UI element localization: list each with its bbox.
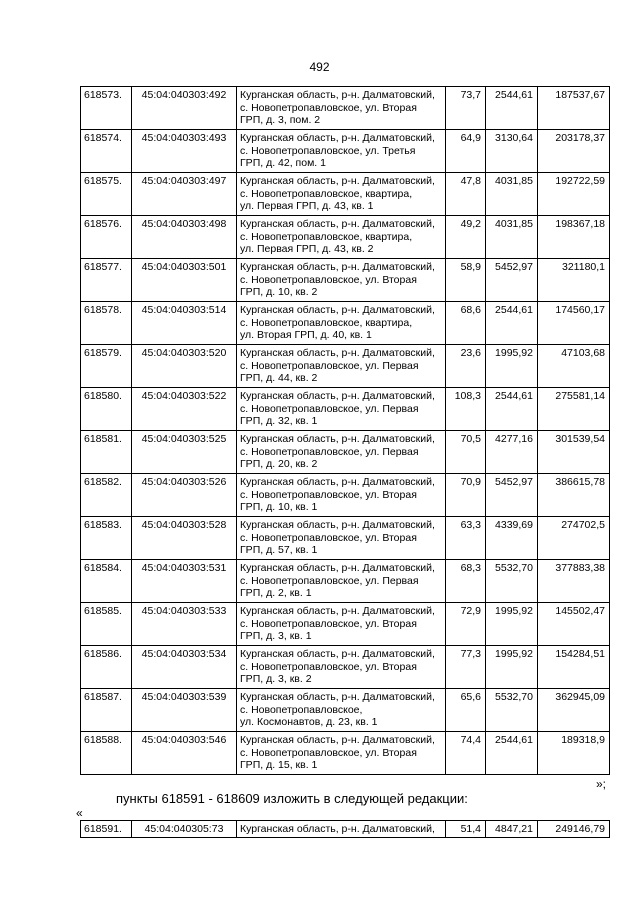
- row-number-cell: 618577.: [81, 259, 132, 302]
- address-cell: [237, 821, 446, 838]
- unit-price-cell: 5532,70: [486, 560, 538, 603]
- total-value-cell: 174560,17: [538, 302, 610, 345]
- table-row: [81, 259, 610, 302]
- unit-price-cell: 5532,70: [486, 689, 538, 732]
- address-cell: [237, 388, 446, 431]
- address-cell: [237, 474, 446, 517]
- table-row: [81, 517, 610, 560]
- address-cell: [237, 345, 446, 388]
- row-number-cell: 618581.: [81, 431, 132, 474]
- address-line: ГРП, д. 44, кв. 2: [240, 372, 318, 384]
- unit-price-cell: 2544,61: [486, 302, 538, 345]
- address-cell: [237, 517, 446, 560]
- total-value-cell: 275581,14: [538, 388, 610, 431]
- address-line: Курганская область, р-н. Далматовский,: [240, 218, 435, 230]
- address-line: Курганская область, р-н. Далматовский,: [240, 734, 435, 746]
- row-number-cell: 618585.: [81, 603, 132, 646]
- address-line: ГРП, д. 32, кв. 1: [240, 415, 318, 427]
- cadastral-number-cell: 45:04:040303:533: [132, 603, 237, 646]
- table-row: [81, 560, 610, 603]
- address-line: Курганская область, р-н. Далматовский,: [240, 823, 435, 835]
- table-row: [81, 431, 610, 474]
- address-cell: [237, 130, 446, 173]
- address-line: Курганская область, р-н. Далматовский,: [240, 476, 435, 488]
- address-line: Курганская область, р-н. Далматовский,: [240, 89, 435, 101]
- row-number-cell: 618573.: [81, 87, 132, 130]
- area-cell: 70,5: [446, 431, 486, 474]
- row-number-cell: 618586.: [81, 646, 132, 689]
- address-cell: [237, 259, 446, 302]
- total-value-cell: 198367,18: [538, 216, 610, 259]
- total-value-cell: 377883,38: [538, 560, 610, 603]
- cadastral-number-cell: 45:04:040303:525: [132, 431, 237, 474]
- row-number-cell: 618588.: [81, 732, 132, 775]
- row-number-cell: 618576.: [81, 216, 132, 259]
- area-cell: 51,4: [446, 821, 486, 838]
- address-line: ул. Космонавтов, д. 23, кв. 1: [240, 716, 378, 728]
- opening-quote: «: [76, 806, 83, 820]
- unit-price-cell: 2544,61: [486, 732, 538, 775]
- address-line: Курганская область, р-н. Далматовский,: [240, 691, 435, 703]
- row-number-cell: 618574.: [81, 130, 132, 173]
- table-row: [81, 87, 610, 130]
- unit-price-cell: 5452,97: [486, 259, 538, 302]
- total-value-cell: 203178,37: [538, 130, 610, 173]
- unit-price-cell: 3130,64: [486, 130, 538, 173]
- table-row: [81, 216, 610, 259]
- cadastral-number-cell: 45:04:040303:546: [132, 732, 237, 775]
- row-number-cell: 618579.: [81, 345, 132, 388]
- area-cell: 72,9: [446, 603, 486, 646]
- address-line: Курганская область, р-н. Далматовский,: [240, 132, 435, 144]
- address-line: с. Новопетропавловское, ул. Первая: [240, 402, 419, 415]
- total-value-cell: 274702,5: [538, 517, 610, 560]
- address-line: ул. Вторая ГРП, д. 40, кв. 1: [240, 329, 372, 341]
- cadastral-number-cell: 45:04:040303:534: [132, 646, 237, 689]
- unit-price-cell: 4031,85: [486, 216, 538, 259]
- amendment-instruction: пункты 618591 - 618609 изложить в следующей редакции:: [116, 791, 468, 806]
- cadastral-number-cell: 45:04:040303:501: [132, 259, 237, 302]
- row-number-cell: 618580.: [81, 388, 132, 431]
- unit-price-cell: 2544,61: [486, 388, 538, 431]
- table-row: [81, 821, 610, 838]
- area-cell: 68,3: [446, 560, 486, 603]
- total-value-cell: 189318,9: [538, 732, 610, 775]
- address-line: ГРП, д. 15, кв. 1: [240, 759, 318, 771]
- address-line: с. Новопетропавловское, ул. Третья: [240, 144, 416, 157]
- address-line: с. Новопетропавловское, квартира,: [240, 187, 413, 200]
- address-cell: [237, 302, 446, 345]
- address-line: с. Новопетропавловское,: [240, 703, 363, 716]
- address-line: Курганская область, р-н. Далматовский,: [240, 519, 435, 531]
- address-cell: [237, 689, 446, 732]
- area-cell: 63,3: [446, 517, 486, 560]
- address-line: с. Новопетропавловское, ул. Первая: [240, 359, 419, 372]
- address-cell: [237, 87, 446, 130]
- closing-quote: »;: [596, 777, 607, 791]
- cadastral-number-cell: 45:04:040303:531: [132, 560, 237, 603]
- row-number-cell: 618583.: [81, 517, 132, 560]
- address-line: с. Новопетропавловское, ул. Первая: [240, 574, 419, 587]
- address-line: ГРП, д. 2, кв. 1: [240, 587, 312, 599]
- table-row: [81, 388, 610, 431]
- address-line: ГРП, д. 42, пом. 1: [240, 157, 326, 169]
- unit-price-cell: 1995,92: [486, 603, 538, 646]
- cadastral-number-cell: 45:04:040303:498: [132, 216, 237, 259]
- address-line: Курганская область, р-н. Далматовский,: [240, 304, 435, 316]
- address-cell: [237, 646, 446, 689]
- table-row: [81, 732, 610, 775]
- cadastral-number-cell: 45:04:040305:73: [132, 821, 237, 838]
- address-line: ГРП, д. 3, пом. 2: [240, 114, 321, 126]
- address-line: Курганская область, р-н. Далматовский,: [240, 175, 435, 187]
- area-cell: 65,6: [446, 689, 486, 732]
- address-line: Курганская область, р-н. Далматовский,: [240, 562, 435, 574]
- address-cell: [237, 603, 446, 646]
- table-row: [81, 689, 610, 732]
- address-line: Курганская область, р-н. Далматовский,: [240, 648, 435, 660]
- area-cell: 23,6: [446, 345, 486, 388]
- address-line: Курганская область, р-н. Далматовский,: [240, 390, 435, 402]
- cadastral-number-cell: 45:04:040303:522: [132, 388, 237, 431]
- total-value-cell: 145502,47: [538, 603, 610, 646]
- area-cell: 49,2: [446, 216, 486, 259]
- address-cell: [237, 431, 446, 474]
- cadastral-number-cell: 45:04:040303:497: [132, 173, 237, 216]
- total-value-cell: 301539,54: [538, 431, 610, 474]
- address-line: ГРП, д. 10, кв. 2: [240, 286, 318, 298]
- area-cell: 108,3: [446, 388, 486, 431]
- address-line: ГРП, д. 57, кв. 1: [240, 544, 318, 556]
- total-value-cell: 154284,51: [538, 646, 610, 689]
- address-cell: [237, 173, 446, 216]
- address-line: Курганская область, р-н. Далматовский,: [240, 261, 435, 273]
- area-cell: 73,7: [446, 87, 486, 130]
- table-row: [81, 646, 610, 689]
- page-number: 492: [309, 60, 330, 74]
- address-line: с. Новопетропавловское, квартира,: [240, 230, 413, 243]
- unit-price-cell: 5452,97: [486, 474, 538, 517]
- row-number-cell: 618575.: [81, 173, 132, 216]
- total-value-cell: 386615,78: [538, 474, 610, 517]
- row-number-cell: 618587.: [81, 689, 132, 732]
- address-line: с. Новопетропавловское, ул. Вторая: [240, 660, 417, 673]
- address-cell: [237, 560, 446, 603]
- unit-price-cell: 4277,16: [486, 431, 538, 474]
- unit-price-cell: 4339,69: [486, 517, 538, 560]
- cadastral-number-cell: 45:04:040303:539: [132, 689, 237, 732]
- table-row: [81, 474, 610, 517]
- table-row: [81, 173, 610, 216]
- unit-price-cell: 2544,61: [486, 87, 538, 130]
- unit-price-cell: 1995,92: [486, 345, 538, 388]
- cadastral-number-cell: 45:04:040303:493: [132, 130, 237, 173]
- total-value-cell: 249146,79: [538, 821, 610, 838]
- address-cell: [237, 216, 446, 259]
- area-cell: 64,9: [446, 130, 486, 173]
- total-value-cell: 187537,67: [538, 87, 610, 130]
- cadastral-number-cell: 45:04:040303:520: [132, 345, 237, 388]
- cadastral-number-cell: 45:04:040303:526: [132, 474, 237, 517]
- property-table: [80, 86, 610, 775]
- address-line: с. Новопетропавловское, ул. Вторая: [240, 273, 417, 286]
- area-cell: 47,8: [446, 173, 486, 216]
- address-line: Курганская область, р-н. Далматовский,: [240, 433, 435, 445]
- address-cell: [237, 732, 446, 775]
- cadastral-number-cell: 45:04:040303:492: [132, 87, 237, 130]
- address-line: с. Новопетропавловское, ул. Вторая: [240, 531, 417, 544]
- address-line: с. Новопетропавловское, ул. Вторая: [240, 746, 417, 759]
- address-line: ул. Первая ГРП, д. 43, кв. 1: [240, 200, 374, 212]
- address-line: ул. Первая ГРП, д. 43, кв. 2: [240, 243, 374, 255]
- area-cell: 74,4: [446, 732, 486, 775]
- unit-price-cell: 1995,92: [486, 646, 538, 689]
- row-number-cell: 618578.: [81, 302, 132, 345]
- area-cell: 77,3: [446, 646, 486, 689]
- address-line: с. Новопетропавловское, ул. Вторая: [240, 617, 417, 630]
- table-row: [81, 130, 610, 173]
- area-cell: 58,9: [446, 259, 486, 302]
- address-line: Курганская область, р-н. Далматовский,: [240, 347, 435, 359]
- area-cell: 70,9: [446, 474, 486, 517]
- total-value-cell: 47103,68: [538, 345, 610, 388]
- cadastral-number-cell: 45:04:040303:528: [132, 517, 237, 560]
- address-line: с. Новопетропавловское, ул. Вторая: [240, 101, 417, 114]
- address-line: Курганская область, р-н. Далматовский,: [240, 605, 435, 617]
- row-number-cell: 618584.: [81, 560, 132, 603]
- unit-price-cell: 4847,21: [486, 821, 538, 838]
- address-line: ГРП, д. 10, кв. 1: [240, 501, 318, 513]
- total-value-cell: 192722,59: [538, 173, 610, 216]
- address-line: с. Новопетропавловское, ул. Вторая: [240, 488, 417, 501]
- unit-price-cell: 4031,85: [486, 173, 538, 216]
- total-value-cell: 362945,09: [538, 689, 610, 732]
- row-number-cell: 618591.: [81, 821, 132, 838]
- cadastral-number-cell: 45:04:040303:514: [132, 302, 237, 345]
- address-line: ГРП, д. 3, кв. 2: [240, 673, 312, 685]
- table-row: [81, 603, 610, 646]
- table-row: [81, 302, 610, 345]
- area-cell: 68,6: [446, 302, 486, 345]
- property-table-continued: [80, 820, 610, 838]
- address-line: ГРП, д. 20, кв. 2: [240, 458, 318, 470]
- table-row: [81, 345, 610, 388]
- address-line: ГРП, д. 3, кв. 1: [240, 630, 312, 642]
- address-line: с. Новопетропавловское, квартира,: [240, 316, 413, 329]
- address-line: с. Новопетропавловское, ул. Первая: [240, 445, 419, 458]
- total-value-cell: 321180,1: [538, 259, 610, 302]
- row-number-cell: 618582.: [81, 474, 132, 517]
